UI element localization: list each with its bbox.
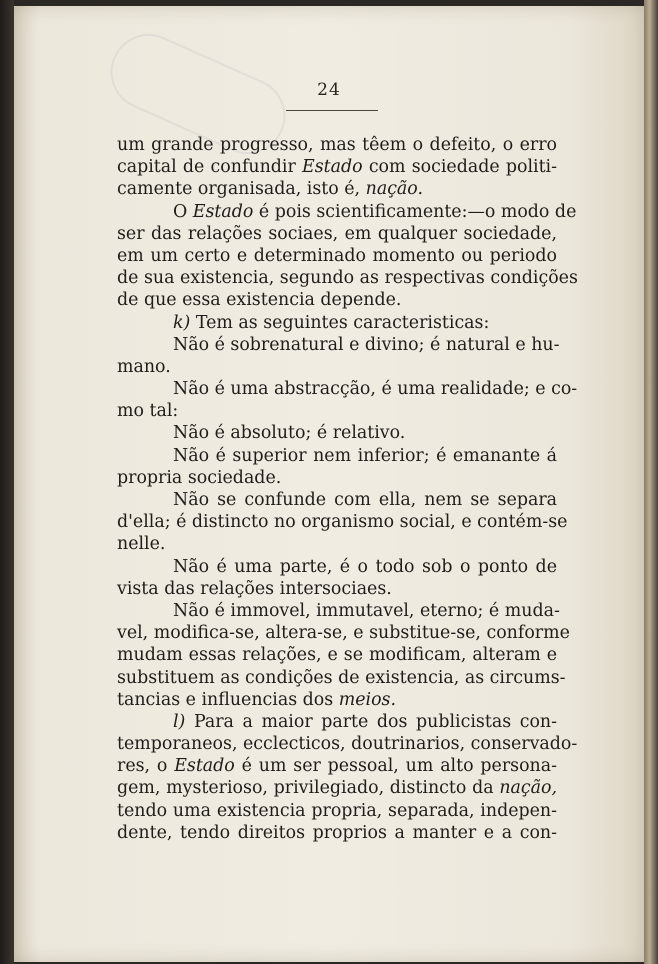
text-line xyxy=(117,334,560,356)
text-line xyxy=(117,822,557,844)
text-line xyxy=(117,467,557,489)
text-segment: Não é superior nem inferior; é emanante á xyxy=(173,445,557,466)
italic-text: Estado xyxy=(174,756,235,777)
text-line xyxy=(117,312,557,334)
italic-text: nação. xyxy=(365,179,423,200)
text-line xyxy=(117,800,557,822)
text-line xyxy=(117,267,578,289)
text-segment: d'ella; é distincto no organismo social, e contém-se xyxy=(117,512,568,533)
page-edge-shadow xyxy=(644,0,658,964)
text-segment: Não é absoluto; é relativo. xyxy=(173,423,406,444)
text-line xyxy=(117,556,557,578)
italic-text: l) xyxy=(173,711,186,732)
text-segment: Não é uma abstracção, é uma realidade; e co- xyxy=(173,379,578,400)
text-line xyxy=(117,511,568,533)
text-segment: vista das relações intersociaes. xyxy=(117,578,392,599)
text-line xyxy=(117,644,557,666)
text-line xyxy=(117,245,557,267)
text-line xyxy=(117,667,566,689)
text-segment: Não se confunde com ella, nem se separa xyxy=(173,490,557,510)
text-segment: O xyxy=(173,201,193,222)
text-line xyxy=(117,755,557,777)
text-segment: de que essa existencia depende. xyxy=(117,290,402,311)
text-line xyxy=(117,422,557,444)
text-line xyxy=(117,178,557,200)
text-segment: é um ser pessoal, um alto persona- xyxy=(234,756,557,777)
text-segment: de sua existencia, segundo as respectivas condições xyxy=(117,268,578,289)
text-line xyxy=(117,689,557,711)
page-body-text xyxy=(117,134,578,844)
text-segment: com sociedade politi- xyxy=(362,157,557,178)
text-segment: em um certo e determinado momento ou periodo xyxy=(117,245,557,266)
text-line xyxy=(117,378,578,400)
text-segment: mo tal: xyxy=(117,401,179,422)
text-segment: camente organisada, isto é, xyxy=(117,179,366,200)
text-line xyxy=(117,711,557,733)
text-line xyxy=(117,356,557,378)
italic-text: nação, xyxy=(499,778,557,799)
text-segment: gem, mysterioso, privilegiado, distincto da xyxy=(117,778,500,799)
page-number: 24 xyxy=(317,80,341,100)
text-segment: tancias e influencias dos xyxy=(117,689,339,710)
italic-text: Estado xyxy=(192,201,254,222)
text-line xyxy=(117,289,557,311)
text-segment: mano. xyxy=(117,356,171,377)
text-line xyxy=(117,156,557,178)
text-segment: nelle. xyxy=(117,534,166,555)
text-segment: Tem as seguintes caracteristicas: xyxy=(190,312,490,333)
text-segment: mudam essas relações, e se modificam, alteram e xyxy=(117,645,557,666)
text-segment: um grande progresso, mas têem o defeito, o erro xyxy=(117,135,557,155)
text-line xyxy=(117,733,578,755)
text-segment: res, o xyxy=(117,756,175,777)
text-segment: capital de confundir xyxy=(117,157,303,178)
text-segment: Não é immovel, immutavel, eterno; é muda- xyxy=(173,600,560,621)
italic-text: meios. xyxy=(338,689,397,710)
text-line xyxy=(117,622,570,644)
text-segment: Não é sobrenatural e divino; é natural e hu- xyxy=(173,334,560,355)
text-segment: é pois scientificamente:—o modo de xyxy=(253,201,577,222)
text-line xyxy=(117,201,577,223)
text-line xyxy=(117,400,557,422)
text-line xyxy=(117,600,560,622)
text-line xyxy=(117,223,557,245)
text-line xyxy=(117,445,557,467)
text-segment: ser das relações sociaes, em qualquer sociedade, xyxy=(117,223,557,244)
italic-text: k) xyxy=(173,312,191,333)
text-segment: substituem as condições de existencia, as circums- xyxy=(117,667,566,688)
text-segment: Não é uma parte, é o todo sob o ponto de xyxy=(173,556,557,577)
header-rule xyxy=(286,110,378,111)
book-page xyxy=(14,6,644,962)
text-line xyxy=(117,533,557,555)
text-segment: Para a maior parte dos publicistas con- xyxy=(185,711,557,732)
text-line xyxy=(117,777,557,799)
text-segment: dente, tendo direitos proprios a manter e a con- xyxy=(117,822,557,843)
text-segment: temporaneos, ecclecticos, doutrinarios, conservado- xyxy=(117,734,578,755)
text-segment: tendo uma existencia propria, separada, indepen- xyxy=(117,800,557,821)
italic-text: Estado xyxy=(302,157,363,178)
text-segment: vel, modifica-se, altera-se, e substitue-se, conforme xyxy=(117,623,570,644)
text-line xyxy=(117,489,557,511)
text-segment: propria sociedade. xyxy=(117,467,282,488)
text-line xyxy=(117,578,557,600)
text-line xyxy=(117,134,557,156)
book-gutter-shadow xyxy=(0,0,14,964)
